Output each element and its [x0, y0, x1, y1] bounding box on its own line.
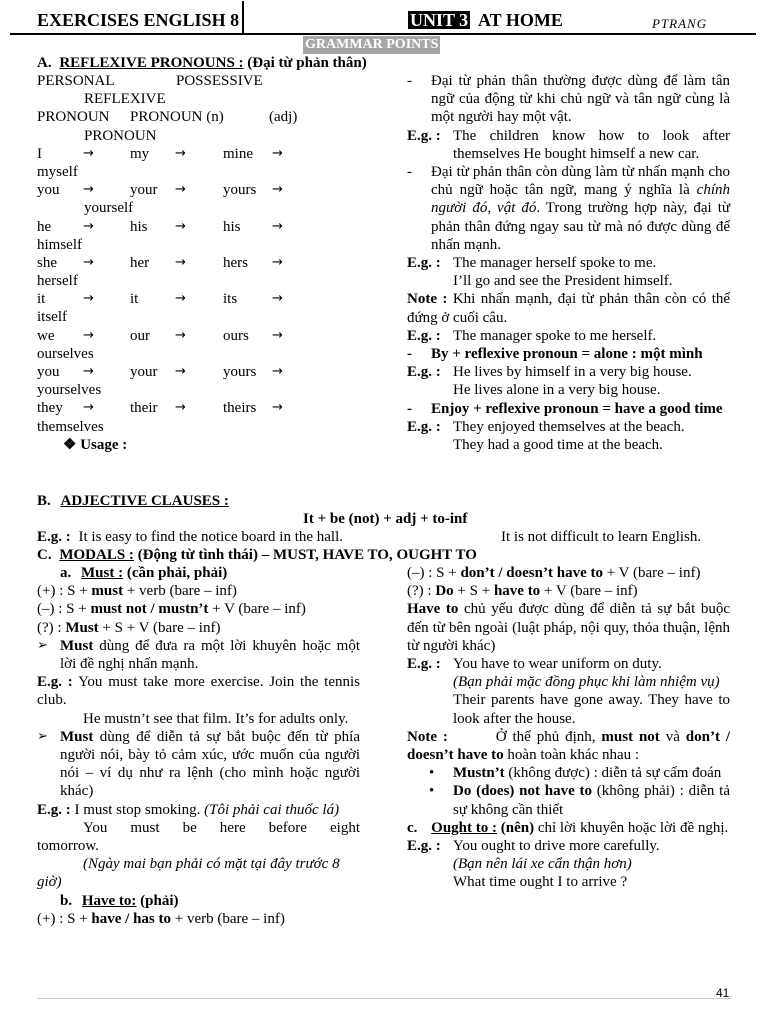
note-dont-have-to: • Do (does) not have to (không phải) : diễn tả sự không cần thiết — [429, 783, 730, 818]
col-head-pronoun-n: PRONOUN (n) — [130, 109, 224, 126]
reflexive-pronoun: yourselves — [37, 382, 102, 399]
arrow-icon: → — [272, 291, 283, 307]
header-rule — [10, 33, 756, 35]
possessive-adjective: our — [130, 327, 150, 344]
pronoun-table — [37, 72, 298, 454]
reflexive-pronoun: herself — [37, 273, 78, 290]
section-b-example: E.g. : It is easy to find the notice board in the hall. It is not difficult to learn English. — [37, 529, 702, 545]
reflexive-row — [37, 345, 287, 363]
must-positive: (+) : S + must + verb (bare – inf) — [37, 583, 237, 600]
col-head-reflexive: REFLEXIVE — [84, 91, 166, 108]
reflexive-row — [37, 199, 287, 217]
reflexive-row — [37, 163, 287, 181]
personal-pronoun: it — [37, 291, 46, 308]
have-to-example-1: E.g. : You have to wear uniform on duty. — [407, 656, 662, 673]
unit-title: AT HOME — [478, 10, 563, 30]
example-2: E.g. : The manager herself spoke to me. I’ll go and see the President himself. — [407, 255, 673, 290]
arrow-icon: → — [83, 254, 94, 270]
arrow-icon: → — [175, 254, 186, 270]
arrow-icon: → — [175, 218, 186, 234]
personal-pronoun: she — [37, 254, 57, 271]
section-c-heading: MODALS : — [59, 547, 134, 563]
bullet-object: - Đại từ phản thân thường được dùng để làm tân ngữ của động từ khi chủ ngữ và tân ngữ cùng là một người hay một vật. — [407, 73, 730, 126]
arrow-icon: → — [83, 145, 94, 161]
reflexive-row — [37, 418, 287, 436]
possessive-pronoun: yours — [223, 182, 257, 199]
pronoun-row — [37, 363, 287, 381]
note-end-position: Note : Khi nhấn mạnh, đại từ phản thân còn có thể đứng ở cuối câu. — [407, 291, 731, 326]
pronoun-row — [37, 145, 287, 163]
arrow-icon: → — [175, 400, 186, 416]
example-3: E.g. : The manager spoke to me herself. — [407, 327, 657, 344]
reflexive-row — [37, 308, 287, 326]
header-divider — [242, 1, 244, 33]
must-obligation: ➢ Must dùng để diễn tả sự bắt buộc đến từ phía người nói, bày tỏ cảm xúc, ước muốn của người nói – ví dụ như ra lệnh (cho mình hoặc người khác) — [37, 728, 360, 800]
personal-pronoun: they — [37, 400, 63, 417]
note-negative: Note : Ở thể phủ định, must not và don’t / doesn’t have to hoàn toàn khác nhau : — [407, 728, 730, 764]
must-example-3: E.g. : I must stop smoking. (Tôi phải cai thuốc lá) — [37, 801, 340, 818]
have-to-negative: (–) : S + don’t / doesn’t have to + V (bare – inf) — [407, 565, 701, 581]
arrow-icon: → — [175, 145, 186, 161]
possessive-pronoun: ours — [223, 327, 249, 344]
have-to-positive: (+) : S + have / has to + verb (bare – inf) — [37, 910, 285, 927]
have-to-example-1-vi: (Bạn phải mặc đồng phục khi làm nhiệm vụ) — [453, 674, 720, 691]
pronoun-row — [37, 399, 287, 417]
example-5: E.g. : They enjoyed themselves at the beach. They had a good time at the beach. — [407, 418, 685, 454]
pronoun-row — [37, 290, 287, 308]
arrow-icon: → — [83, 291, 94, 307]
possessive-pronoun: his — [223, 218, 241, 235]
possessive-adjective: his — [130, 218, 148, 235]
example-4: E.g. : He lives by himself in a very big house. He lives alone in a very big house. — [407, 364, 692, 399]
possessive-adjective: their — [130, 400, 158, 417]
possessive-pronoun: hers — [223, 254, 248, 271]
bullet-enjoy: - Enjoy + reflexive pronoun = have a good time — [407, 400, 723, 417]
reflexive-pronoun: myself — [37, 163, 78, 180]
example-1: E.g. : The children know how to look after themselves He bought himself a new car. — [407, 127, 730, 162]
reflexive-pronoun: itself — [37, 309, 67, 326]
section-b-title: B. ADJECTIVE CLAUSES : — [37, 493, 229, 509]
must-example-4: You must be here before eight tomorrow. — [37, 819, 360, 855]
reflexive-row — [37, 381, 287, 399]
footer-rule — [37, 998, 731, 999]
possessive-pronoun: yours — [223, 364, 257, 380]
reflexive-pronoun: yourself — [84, 200, 134, 217]
unit-badge: UNIT 3 — [410, 10, 469, 30]
must-question: (?) : Must + S + V (bare – inf) — [37, 619, 221, 636]
page-number: 41 — [716, 986, 730, 1000]
col-head-possessive: POSSESSIVE — [176, 73, 263, 89]
arrow-icon: → — [83, 364, 94, 379]
arrow-icon: → — [272, 254, 283, 270]
possessive-pronoun: theirs — [223, 400, 257, 417]
col-head-adj: (adj) — [269, 109, 298, 126]
personal-pronoun: I — [37, 145, 42, 162]
arrow-icon: → — [175, 364, 186, 379]
reflexive-row — [37, 272, 287, 290]
pronoun-row — [37, 181, 287, 199]
table-head-4 — [37, 127, 287, 145]
must-example-1: E.g. : You must take more exercise. Join the tennis club. — [37, 674, 361, 709]
section-a-letter: A. — [37, 55, 52, 71]
usage-label: ❖ Usage : — [63, 436, 128, 453]
col-head-pronoun-2: PRONOUN — [84, 127, 157, 144]
section-c-left — [37, 564, 360, 928]
arrow-icon: → — [175, 291, 186, 307]
section-c-right — [407, 564, 730, 892]
subsection-have-to: b. Have to: (phải) — [60, 892, 179, 909]
have-to-question: (?) : Do + S + have to + V (bare – inf) — [407, 583, 638, 600]
subsection-ought-to: c. Ought to : (nên) chỉ lời khuyên hoặc lời đề nghị. — [407, 819, 729, 836]
arrow-icon: → — [83, 218, 94, 234]
table-head-1 — [37, 72, 287, 90]
possessive-pronoun: mine — [223, 145, 253, 162]
pronoun-row — [37, 218, 287, 236]
col-head-personal: PERSONAL — [37, 73, 115, 89]
reflexive-pronoun: ourselves — [37, 345, 94, 362]
personal-pronoun: you — [37, 364, 60, 380]
section-c-title: C. MODALS : (Động từ tình thái) – MUST, HAVE TO, OUGHT TO — [37, 547, 477, 563]
arrow-icon: → — [272, 400, 283, 416]
arrow-icon: → — [272, 182, 283, 198]
note-mustnt: • Mustn’t (không được) : diễn tả sự cấm đoán — [429, 765, 722, 782]
pronoun-row — [37, 327, 287, 345]
pronoun-rows — [37, 145, 287, 436]
section-a-heading: REFLEXIVE PRONOUNS : — [59, 55, 244, 71]
arrow-icon: → — [272, 364, 283, 379]
have-to-example-2: Their parents have gone away. They have to look after the house. — [453, 692, 730, 727]
personal-pronoun: we — [37, 327, 55, 344]
header-author: PTRANG — [652, 16, 708, 31]
possessive-adjective: her — [130, 254, 150, 271]
arrow-icon: → — [175, 327, 186, 343]
must-example-2: He mustn’t see that film. It’s for adults only. — [83, 710, 349, 727]
reflexive-pronoun: themselves — [37, 418, 104, 435]
possessive-adjective: it — [130, 291, 139, 308]
table-head-3 — [37, 108, 298, 126]
personal-pronoun: you — [37, 182, 60, 199]
bullet-by-reflexive: - By + reflexive pronoun = alone : một mình — [407, 346, 703, 363]
section-a-heading-vi: (Đại từ phản thân) — [247, 55, 367, 71]
section-a-title — [37, 54, 367, 72]
must-advice: ➢ Must dùng để đưa ra một lời khuyên hoặc một lời đề nghị nhấn mạnh. — [37, 637, 360, 673]
arrow-icon: → — [272, 327, 283, 343]
section-a-right — [407, 72, 730, 454]
arrow-icon: → — [83, 400, 94, 416]
adjective-clause-formula: It + be (not) + adj + to-inf — [303, 511, 468, 527]
table-head-2 — [37, 90, 287, 108]
possessive-adjective: my — [130, 145, 150, 162]
col-head-pronoun: PRONOUN — [37, 109, 110, 126]
possessive-pronoun: its — [223, 291, 238, 308]
pronoun-row — [37, 254, 287, 272]
possessive-adjective: your — [130, 182, 158, 199]
ought-to-examples: E.g. : You ought to drive more carefully. (Bạn nên lái xe cẩn thận hơn) What time ought I to arrive ? — [407, 838, 660, 891]
reflexive-row — [37, 236, 287, 254]
arrow-icon: → — [83, 182, 94, 198]
grammar-points-title: GRAMMAR POINTS — [303, 36, 440, 54]
must-negative: (–) : S + must not / mustn’t + V (bare – inf) — [37, 601, 306, 618]
personal-pronoun: he — [37, 218, 52, 235]
subsection-must: a. Must : (cần phải, phải) — [60, 565, 228, 581]
arrow-icon: → — [272, 145, 283, 161]
must-example-4-vi: (Ngày mai bạn phải có mặt tại đây trước 8 giờ) — [37, 856, 340, 891]
bullet-emphasis: - Đại từ phản thân còn dùng làm từ nhấn mạnh cho chủ ngữ hoặc tân ngữ, mang ý nghĩa là chính người đó, vật đó. Trong trường hợp này, đại từ phản thân đứng ngay sau từ mà nó được dùng để nhấn mạnh. — [407, 164, 730, 253]
header-left: EXERCISES ENGLISH 8 — [37, 10, 240, 30]
arrow-icon: → — [83, 327, 94, 343]
reflexive-pronoun: himself — [37, 236, 82, 253]
have-to-usage: Have to chủ yếu được dùng để diễn tả sự bắt buộc đến từ bên ngoài (luật pháp, nội quy, thỏa thuận, lệnh từ người khác) — [407, 601, 730, 654]
arrow-icon: → — [272, 218, 283, 234]
section-b-heading: ADJECTIVE CLAUSES : — [60, 493, 229, 509]
arrow-icon: → — [175, 182, 186, 198]
possessive-adjective: your — [130, 364, 158, 380]
